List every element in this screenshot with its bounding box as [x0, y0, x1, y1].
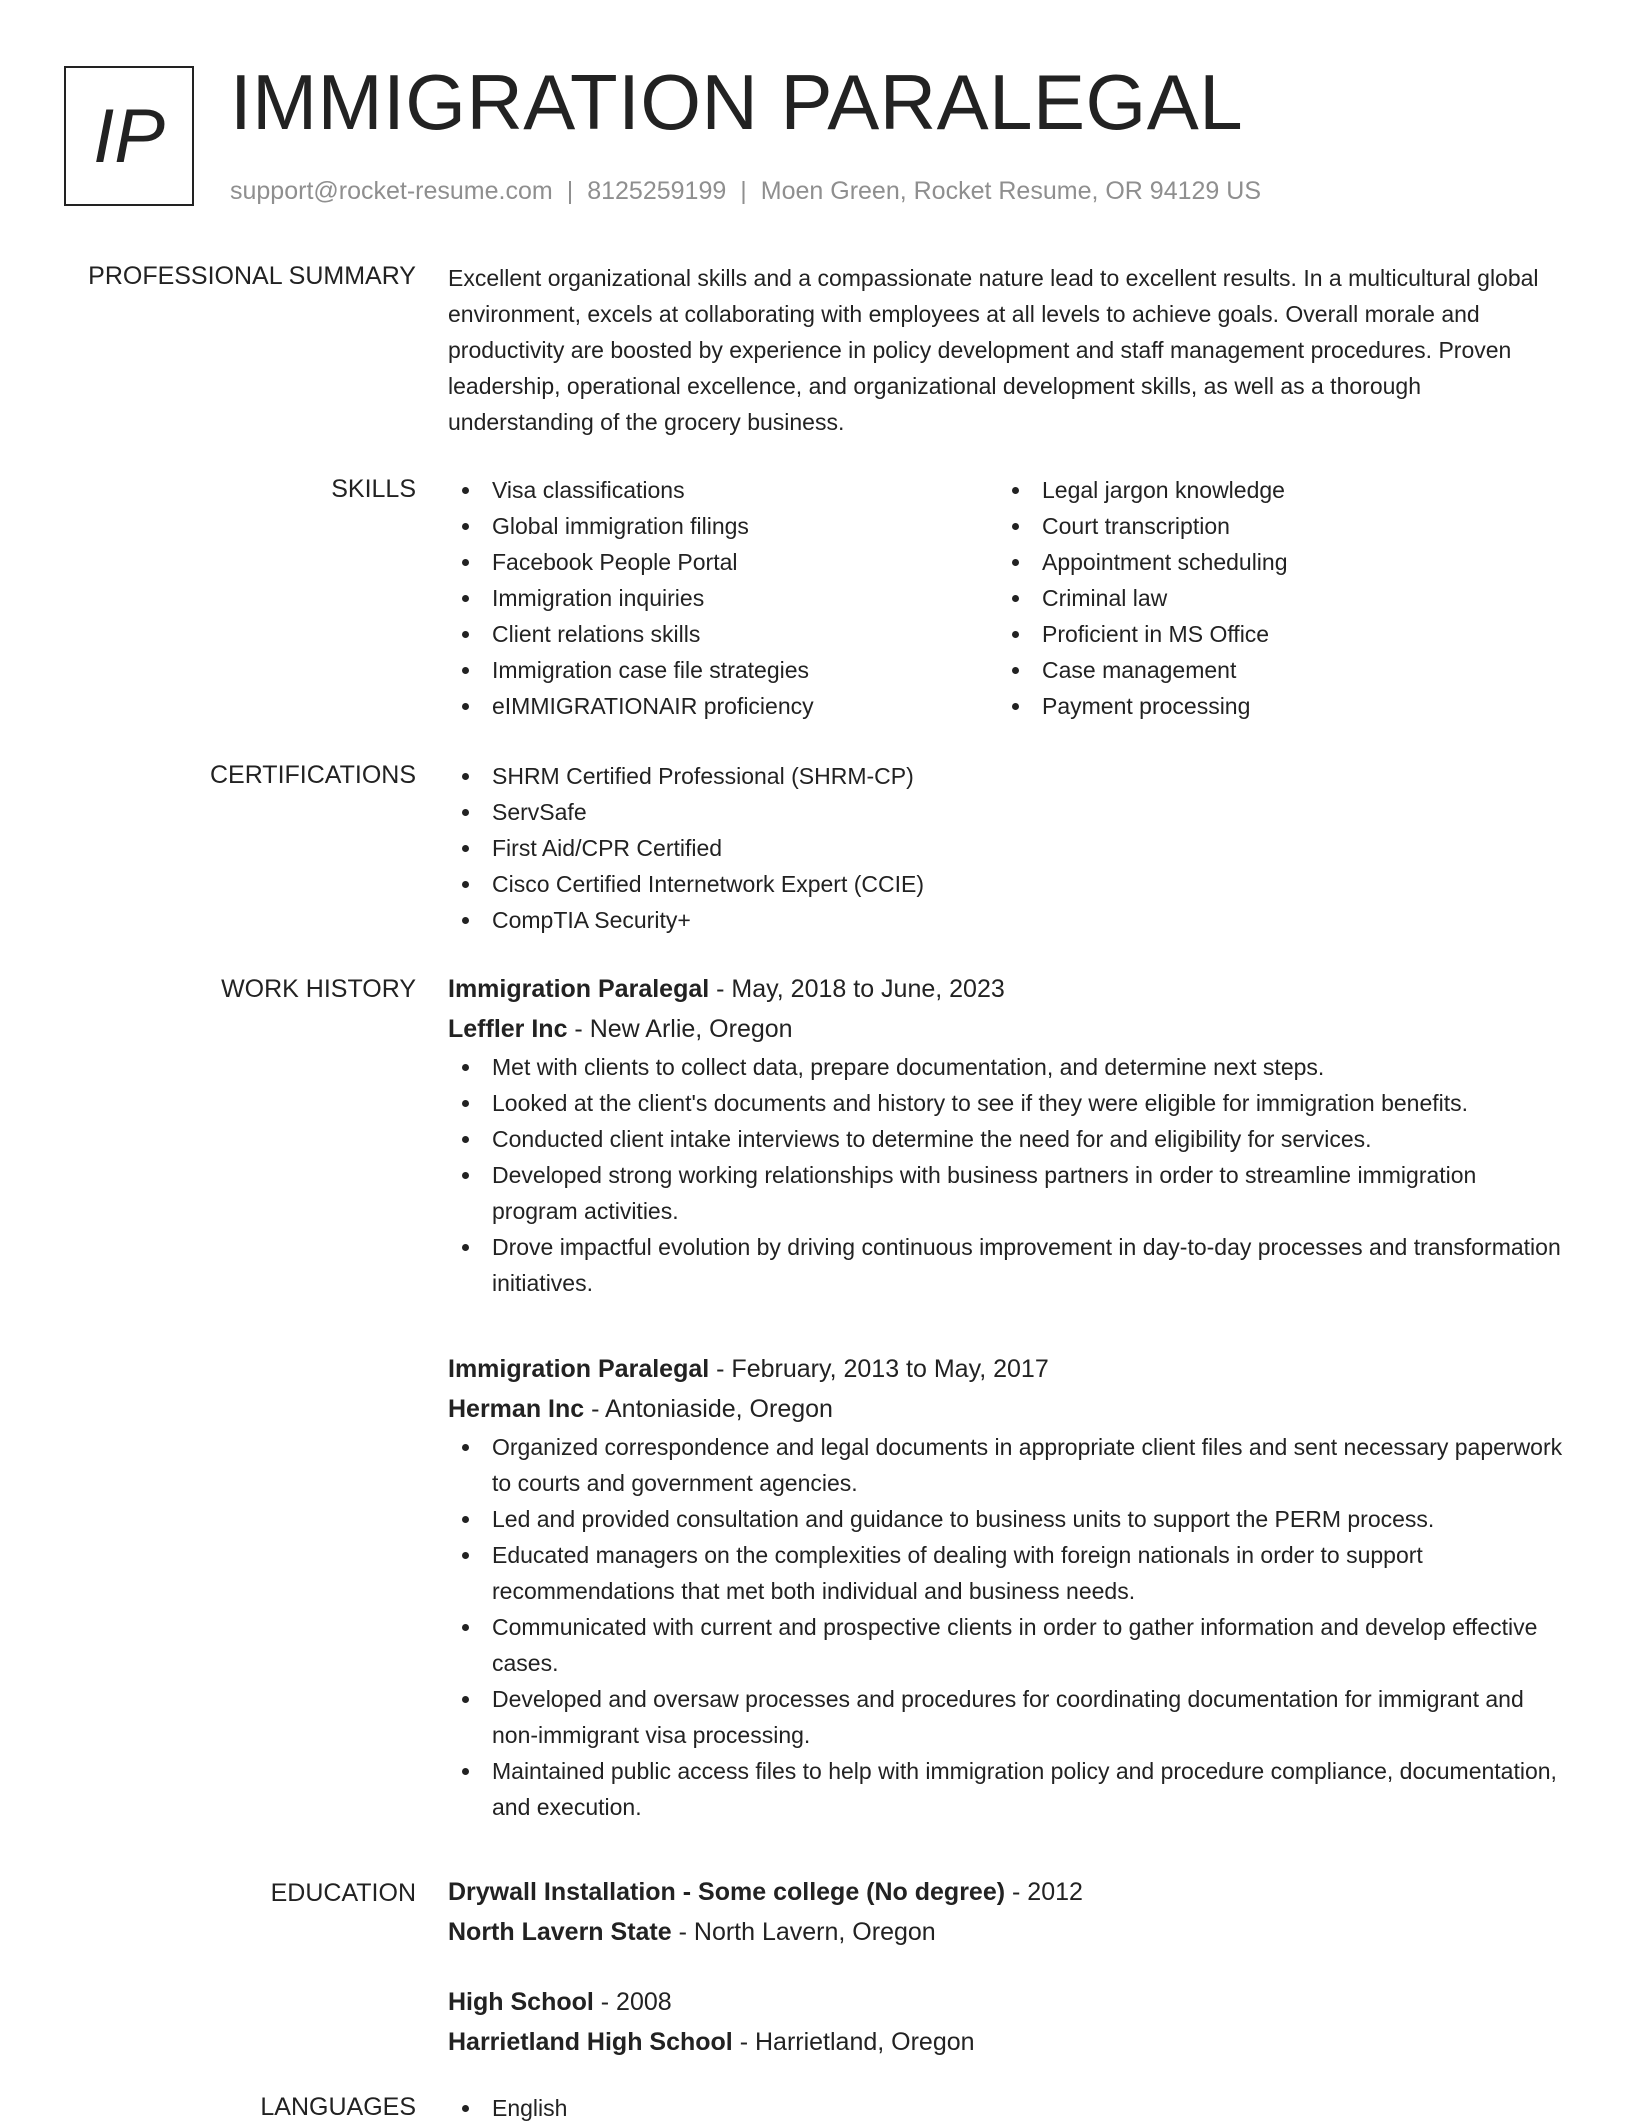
list-item: Visa classifications — [448, 472, 988, 508]
phone-text[interactable]: 8125259199 — [587, 177, 727, 205]
list-item: Educated managers on the complexities of dealing with foreign nationals in order to support recommendations that met both individual and business needs. — [448, 1537, 1568, 1609]
school-line — [448, 1912, 1568, 1952]
list-item: Cisco Certified Internetwork Expert (CCIE) — [448, 866, 1568, 902]
list-item: Proficient in MS Office — [998, 616, 1538, 652]
job-entry — [448, 1349, 1568, 1825]
school: North Lavern State — [448, 1918, 672, 1946]
address-text: Moen Green, Rocket Resume, OR 94129 US — [760, 177, 1261, 205]
separator: | — [740, 177, 747, 205]
list-item: First Aid/CPR Certified — [448, 830, 1568, 866]
list-item: Drove impactful evolution by driving continuous improvement in day-to-day processes and transformation initiatives. — [448, 1229, 1568, 1301]
degree-year: - 2012 — [1005, 1878, 1083, 1906]
skills-list-right — [998, 472, 1538, 724]
list-item: Developed and oversaw processes and procedures for coordinating documentation for immigrant and non-immigrant visa processing. — [448, 1681, 1568, 1753]
education-entry — [448, 1982, 1568, 2062]
section-label-summary: PROFESSIONAL SUMMARY — [88, 262, 416, 290]
education-entry — [448, 1872, 1568, 1952]
job-location: - Antoniaside, Oregon — [584, 1395, 833, 1423]
list-item: Looked at the client's documents and history to see if they were eligible for immigration benefits. — [448, 1085, 1568, 1121]
school-line — [448, 2022, 1568, 2062]
list-item: Court transcription — [998, 508, 1538, 544]
school: Harrietland High School — [448, 2028, 733, 2056]
job-dates: - February, 2013 to May, 2017 — [709, 1355, 1049, 1383]
list-item: Immigration inquiries — [448, 580, 988, 616]
list-item: Appointment scheduling — [998, 544, 1538, 580]
list-item: Client relations skills — [448, 616, 988, 652]
section-label-work-history: WORK HISTORY — [221, 975, 416, 1003]
job-company-line — [448, 1009, 1568, 1049]
degree-year: - 2008 — [593, 1988, 672, 2016]
list-item: Global immigration filings — [448, 508, 988, 544]
job-title: Immigration Paralegal — [448, 975, 710, 1003]
email-link[interactable]: support@rocket-resume.com — [230, 177, 553, 205]
list-item: Maintained public access files to help with immigration policy and procedure compliance, documentation, and execution. — [448, 1753, 1568, 1825]
list-item: SHRM Certified Professional (SHRM-CP) — [448, 758, 1568, 794]
separator: | — [566, 177, 574, 205]
list-item: Immigration case file strategies — [448, 652, 988, 688]
job-title-line — [448, 969, 1568, 1009]
list-item: Met with clients to collect data, prepare documentation, and determine next steps. — [448, 1049, 1568, 1085]
job-title-line — [448, 1349, 1568, 1389]
monogram-logo: IP — [64, 66, 194, 206]
certifications-list — [448, 758, 1568, 938]
list-item: Payment processing — [998, 688, 1538, 724]
school-location: - North Lavern, Oregon — [671, 1918, 936, 1946]
job-bullets — [448, 1049, 1568, 1301]
languages-list — [448, 2090, 1568, 2126]
job-company: Herman Inc — [448, 1395, 585, 1423]
job-company: Leffler Inc — [448, 1015, 568, 1043]
job-dates: - May, 2018 to June, 2023 — [709, 975, 1005, 1003]
list-item: CompTIA Security+ — [448, 902, 1568, 938]
job-company-line — [448, 1389, 1568, 1429]
section-label-education: EDUCATION — [270, 1879, 416, 1907]
section-label-certifications: CERTIFICATIONS — [209, 761, 416, 789]
degree-line — [448, 1982, 1568, 2022]
list-item: Led and provided consultation and guidance to business units to support the PERM process. — [448, 1501, 1568, 1537]
degree-line — [448, 1872, 1568, 1912]
list-item: Conducted client intake interviews to determine the need for and eligibility for services. — [448, 1121, 1568, 1157]
contact-line — [230, 174, 1261, 208]
list-item: Case management — [998, 652, 1538, 688]
list-item: Criminal law — [998, 580, 1538, 616]
skills-section — [448, 472, 1568, 732]
list-item: Legal jargon knowledge — [998, 472, 1538, 508]
list-item: Communicated with current and prospective clients in order to gather information and develop effective cases. — [448, 1609, 1568, 1681]
certifications-section — [448, 758, 1568, 938]
resume-name: IMMIGRATION PARALEGAL — [230, 58, 1244, 146]
list-item: English — [448, 2090, 1568, 2126]
section-label-languages: LANGUAGES — [260, 2093, 416, 2121]
list-item: eIMMIGRATIONAIR proficiency — [448, 688, 988, 724]
list-item: ServSafe — [448, 794, 1568, 830]
section-label-skills: SKILLS — [331, 475, 416, 503]
languages-section — [448, 2090, 1568, 2126]
list-item: Organized correspondence and legal documents in appropriate client files and sent necessary paperwork to courts and government agencies. — [448, 1429, 1568, 1501]
job-bullets — [448, 1429, 1568, 1825]
summary-text: Excellent organizational skills and a compassionate nature lead to excellent results. In a multicultural global environment, excels at collaborating with employees at all levels to achieve goals. Overall morale and productivity are boosted by experience in policy development and staff management procedures. Proven leadership, operational excellence, and organizational development skills, as well as a thorough understanding of the grocery business. — [448, 265, 1539, 435]
list-item: Facebook People Portal — [448, 544, 988, 580]
degree: Drywall Installation - Some college (No degree) — [448, 1878, 1006, 1906]
school-location: - Harrietland, Oregon — [732, 2028, 975, 2056]
degree: High School — [448, 1988, 594, 2016]
job-title: Immigration Paralegal — [448, 1355, 710, 1383]
list-item: Developed strong working relationships with business partners in order to streamline immigration program activities. — [448, 1157, 1568, 1229]
job-location: - New Arlie, Oregon — [567, 1015, 793, 1043]
job-entry — [448, 969, 1568, 1301]
skills-list-left — [448, 472, 988, 724]
